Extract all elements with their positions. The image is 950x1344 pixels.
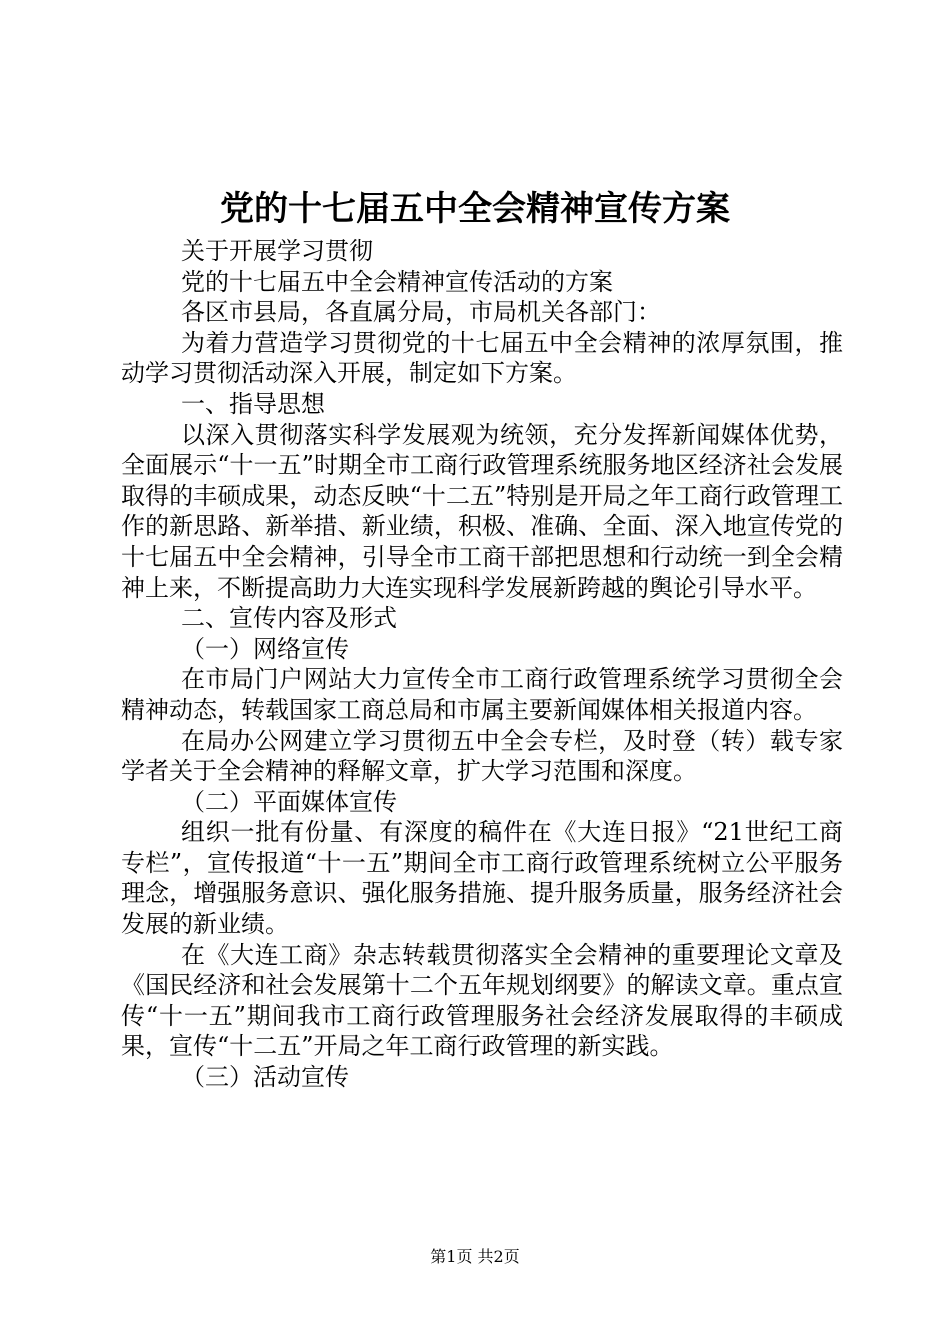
section-heading-guiding-thought: 一、指导思想 bbox=[181, 389, 325, 418]
document-title: 党的十七届五中全会精神宣传方案 bbox=[220, 189, 730, 229]
page-footer: 第1页 共2页 bbox=[430, 1247, 520, 1266]
subsection-heading-activities: （三）活动宣传 bbox=[181, 1063, 349, 1092]
subsection-heading-print-media: （二）平面媒体宣传 bbox=[181, 787, 397, 816]
document-body bbox=[121, 236, 843, 1093]
paragraph-heading-line-1: 关于开展学习贯彻 bbox=[181, 237, 373, 265]
paragraph-addressee: 各区市县局，各直属分局，市局机关各部门： bbox=[181, 298, 661, 327]
paragraph-guiding-thought: 以深入贯彻落实科学发展观为统领，充分发挥新闻媒体优势，全面展示“十一五”时期全市工商行政管理系统服务地区经济社会发展取得的丰硕成果，动态反映“十二五”特别是开局之年工商行政管理工作的新思路、新举措、新业绩，积极、准确、全面、深入地宣传党的十七届五中全会精神，引导全市工商干部把思想和行动统一到全会精神上来，不断提高助力大连实现科学发展新跨越的舆论引导水平。 bbox=[121, 420, 843, 602]
paragraph-network-2: 在局办公网建立学习贯彻五中全会专栏，及时登（转）载专家学者关于全会精神的释解文章，扩大学习范围和深度。 bbox=[121, 726, 843, 786]
paragraph-print-media-2: 在《大连工商》杂志转载贯彻落实全会精神的重要理论文章及《国民经济和社会发展第十二个五年规划纲要》的解读文章。重点宣传“十一五”期间我市工商行政管理服务社会经济发展取得的丰硕成果，宣传“十二五”开局之年工商行政管理的新实践。 bbox=[121, 940, 843, 1061]
paragraph-print-media-1: 组织一批有份量、有深度的稿件在《大连日报》“21世纪工商专栏”，宣传报道“十一五”期间全市工商行政管理系统树立公平服务理念，增强服务意识、强化服务措施、提升服务质量，服务经济社会发展的新业绩。 bbox=[121, 818, 843, 939]
subsection-heading-network: （一）网络宣传 bbox=[181, 634, 349, 663]
section-heading-content-form: 二、宣传内容及形式 bbox=[181, 604, 397, 633]
paragraph-intro: 为着力营造学习贯彻党的十七届五中全会精神的浓厚氛围，推动学习贯彻活动深入开展，制定如下方案。 bbox=[121, 328, 843, 388]
paragraph-heading-line-2: 党的十七届五中全会精神宣传活动的方案 bbox=[181, 267, 613, 296]
paragraph-network-1: 在市局门户网站大力宣传全市工商行政管理系统学习贯彻全会精神动态，转载国家工商总局和市属主要新闻媒体相关报道内容。 bbox=[121, 665, 843, 724]
